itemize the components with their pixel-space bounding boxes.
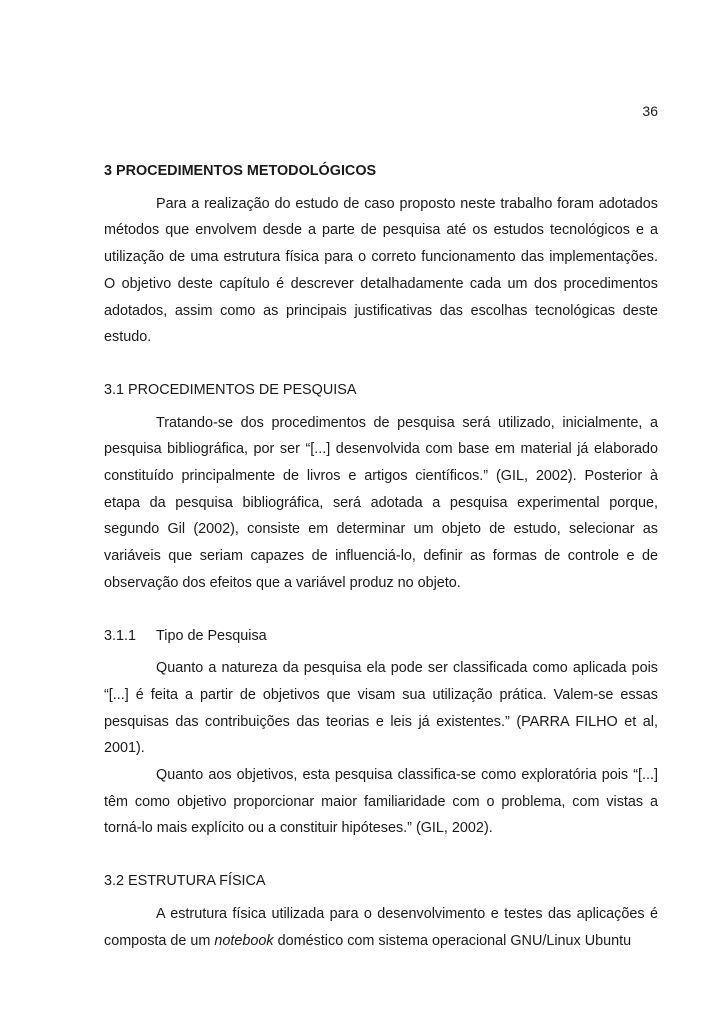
chapter-heading: 3 PROCEDIMENTOS METODOLÓGICOS: [104, 163, 377, 179]
section-3-1-1-paragraph-nature: Quanto a natureza da pesquisa ela pode ser classificada como aplicada pois “[...] é feita a partir de objetivos que visam sua utilização prática. Valem-se essas pesquisas das contribuições das teorias e leis já existentes.” (PARRA FILHO et al, 2001).: [104, 660, 658, 757]
page-content: [104, 158, 658, 954]
section-3-1-1-heading: [104, 623, 658, 650]
section-3-2-text-start: A estrutura física utilizada para o desenvolvimento e testes das aplicações é composta de um: [104, 905, 658, 949]
chapter-intro-paragraph: Para a realização do estudo de caso proposto neste trabalho foram adotados métodos que envolvem desde a parte de pesquisa até os estudos tecnológicos e a utilização de uma estrutura física para o correto funcionamento das implementações. O objetivo deste capítulo é descrever detalhadamente cada um dos procedimentos adotados, assim como as principais justificativas das escolhas tecnológicas deste estudo.: [104, 195, 658, 346]
section-3-1-heading: 3.1 PROCEDIMENTOS DE PESQUISA: [104, 381, 357, 398]
section-3-2-text-end: doméstico com sistema operacional GNU/Linux Ubuntu: [273, 932, 632, 949]
section-3-1-1-number: 3.1.1: [104, 627, 137, 644]
section-3-2-text-emphasis: notebook: [214, 932, 274, 949]
section-3-2-paragraph: [104, 901, 658, 954]
section-3-2-heading: 3.2 ESTRUTURA FÍSICA: [104, 873, 266, 890]
section-3-1-paragraph: Tratando-se dos procedimentos de pesquisa será utilizado, inicialmente, a pesquisa bibliográfica, por ser “[...] desenvolvida com base em material já elaborado constituído principalmente de livros e artigos científicos.” (GIL, 2002). Posterior à etapa da pesquisa bibliográfica, será adotada a pesquisa experimental porque, segundo Gil (2002), consiste em determinar um objeto de estudo, selecionar as variáveis que seriam capazes de influenciá-lo, definir as formas de controle e de observação dos efeitos que a variável produz no objeto.: [104, 414, 658, 591]
section-3-1-1-paragraph-objectives: Quanto aos objetivos, esta pesquisa classifica-se como exploratória pois “[...] têm como objetivo proporcionar maior familiaridade com o problema, com vistas a torná-lo mais explícito ou a constituir hipóteses.” (GIL, 2002).: [104, 767, 658, 837]
section-3-1-1-title: Tipo de Pesquisa: [156, 627, 267, 644]
page-number: 36: [642, 103, 658, 119]
